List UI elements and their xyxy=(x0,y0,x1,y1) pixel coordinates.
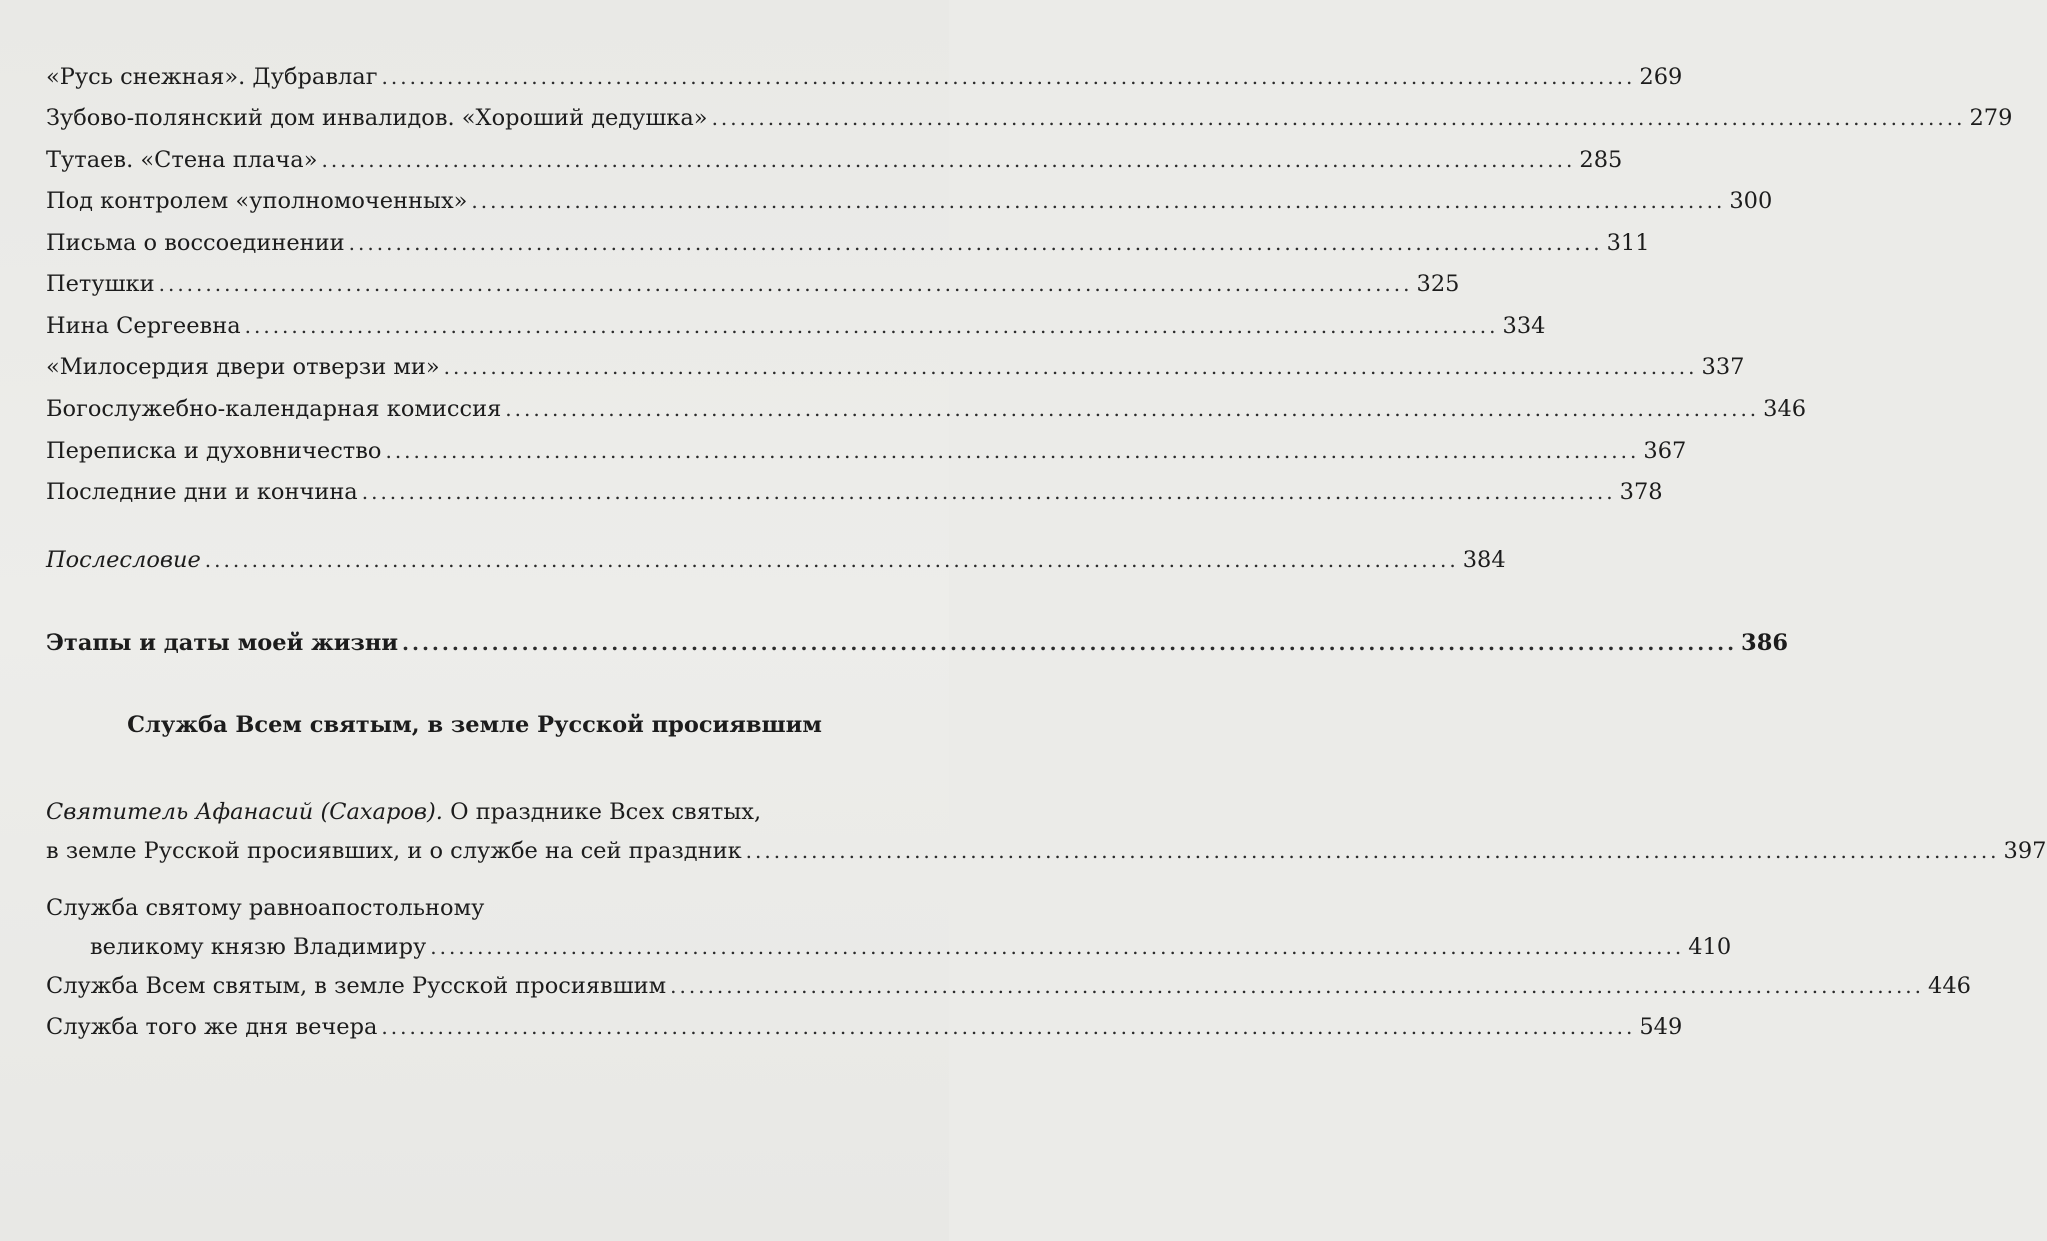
toc-entry[interactable] xyxy=(46,477,1663,507)
toc-entry[interactable] xyxy=(46,836,2047,866)
toc-entry-title: Петушки xyxy=(46,271,155,297)
leader-dots: ...................................................................................................................................... xyxy=(381,1015,1636,1039)
toc-entry-page: 325 xyxy=(1416,271,1460,297)
toc-entry-page: 346 xyxy=(1763,396,1807,422)
toc-entry-title: Нина Сергеевна xyxy=(46,313,241,339)
toc-entry-title: Письма о воссоединении xyxy=(46,230,345,256)
toc-entry-title: великому князю Владимиру xyxy=(90,934,427,960)
toc-entry-title: Служба Всем святым, в земле Русской просиявшим xyxy=(46,973,667,999)
toc-entry-page: 367 xyxy=(1643,438,1687,464)
toc-entry-page: 300 xyxy=(1729,188,1773,214)
toc-entry-title: «Милосердия двери отверзи ми» xyxy=(46,354,440,380)
author-name: Святитель Афанасий (Сахаров). xyxy=(46,799,443,825)
toc-entry[interactable] xyxy=(46,103,2013,133)
toc-entry[interactable] xyxy=(46,1012,1683,1042)
leader-dots: ...................................................................................................................................... xyxy=(204,548,1459,572)
toc-entry-life-dates[interactable] xyxy=(46,628,1789,658)
toc-entry-title: Послесловие xyxy=(46,547,201,573)
toc-entry-page: 446 xyxy=(1928,973,1971,999)
toc-entry-page: 334 xyxy=(1502,313,1546,339)
toc-entry-title: Тутаев. «Стена плача» xyxy=(46,147,318,173)
toc-entry-page: 279 xyxy=(1969,105,2013,131)
leader-dots: ...................................................................................................................................... xyxy=(158,272,1413,296)
toc-entry-page: 311 xyxy=(1606,230,1650,256)
toc-entry-page: 549 xyxy=(1639,1014,1683,1040)
leader-dots: ...................................................................................................................................... xyxy=(711,106,1966,130)
leader-dots: ...................................................................................................................................... xyxy=(443,355,1698,379)
toc-entry[interactable] xyxy=(46,269,1460,299)
section-heading: Служба Всем святым, в земле Русской просиявшим xyxy=(127,712,822,738)
toc-entry-title: Зубово-полянский дом инвалидов. «Хороший дедушка» xyxy=(46,105,708,131)
toc-entry-page: 384 xyxy=(1462,547,1506,573)
toc-entry[interactable] xyxy=(46,186,1773,216)
leader-dots: ...................................................................................................................................... xyxy=(471,189,1726,213)
toc-entry-title: Служба того же дня вечера xyxy=(46,1014,378,1040)
leader-dots: ...................................................................................................................................... xyxy=(670,974,1925,998)
toc-entry-page: 397 xyxy=(2003,838,2047,864)
leader-dots: ...................................................................................................................................... xyxy=(505,397,1760,421)
toc-entry-page: 285 xyxy=(1579,147,1623,173)
toc-entry[interactable] xyxy=(46,62,1683,92)
leader-dots: ...................................................................................................................................... xyxy=(244,314,1499,338)
toc-entry-page: 410 xyxy=(1688,934,1732,960)
toc-entry[interactable] xyxy=(90,932,1732,962)
toc-entry-title: Под контролем «уполномоченных» xyxy=(46,188,468,214)
toc-entry[interactable] xyxy=(46,145,1623,175)
toc-entry-title: «Русь снежная». Дубравлаг xyxy=(46,64,378,90)
toc-entry-author-line[interactable] xyxy=(46,797,761,827)
toc-entry[interactable] xyxy=(46,971,1971,1001)
leader-dots: ...................................................................................................................................... xyxy=(430,935,1685,959)
toc-entry-page: 378 xyxy=(1619,479,1663,505)
toc-entry-page: 269 xyxy=(1639,64,1683,90)
toc-entry-title: Последние дни и кончина xyxy=(46,479,358,505)
toc-entry[interactable] xyxy=(46,311,1546,341)
leader-dots: ...................................................................................................................................... xyxy=(361,480,1616,504)
toc-entry[interactable] xyxy=(46,436,1687,466)
leader-dots: ...................................................................................................................................... xyxy=(381,65,1636,89)
toc-entry-page: 337 xyxy=(1701,354,1745,380)
toc-entry[interactable] xyxy=(46,228,1650,258)
toc-entry-page: 386 xyxy=(1741,630,1789,656)
leader-dots: ...................................................................................................................................... xyxy=(385,439,1640,463)
toc-entry[interactable] xyxy=(46,352,1745,382)
leader-dots: ...................................................................................................................................... xyxy=(348,231,1603,255)
leader-dots: ...................................................................................................................................... xyxy=(321,148,1576,172)
toc-entry-title: Богослужебно-календарная комиссия xyxy=(46,396,502,422)
toc-entry-afterword[interactable] xyxy=(46,545,1506,575)
toc-entry[interactable] xyxy=(46,394,1807,424)
leader-dots: ...................................................................................................................................... xyxy=(402,631,1738,655)
toc-entry-title: в земле Русской просиявших, и о службе на сей праздник xyxy=(46,838,742,864)
toc-entry-title: О празднике Всех святых, xyxy=(442,799,762,825)
toc-entry-title-line[interactable]: Служба святому равноапостольному xyxy=(46,895,485,921)
leader-dots: ...................................................................................................................................... xyxy=(745,839,2000,863)
toc-entry-title: Этапы и даты моей жизни xyxy=(46,630,399,656)
toc-entry-title: Переписка и духовничество xyxy=(46,438,382,464)
